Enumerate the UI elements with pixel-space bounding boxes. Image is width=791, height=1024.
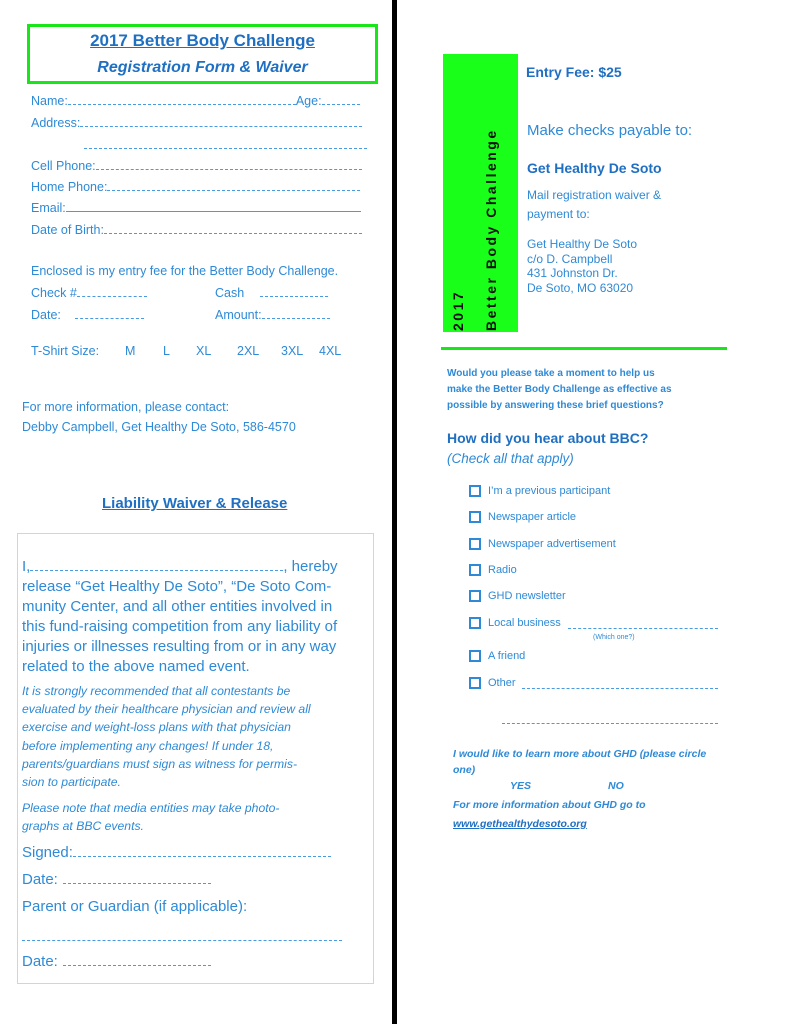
checkbox-icon[interactable] <box>469 617 481 629</box>
parent-label: Parent or Guardian (if applicable): <box>22 898 248 915</box>
survey-intro-line: Would you please take a moment to help us <box>447 368 655 379</box>
tshirt-size-option[interactable]: 4XL <box>319 344 342 358</box>
dob-field[interactable] <box>31 223 362 237</box>
cell-phone-field[interactable] <box>31 159 362 173</box>
release-text-line: injuries or illnesses resulting from or in any way <box>22 638 337 655</box>
payable-to-label: Make checks payable to: <box>527 122 693 139</box>
checkbox-icon[interactable] <box>469 590 481 602</box>
option-label: Newspaper article <box>488 511 577 523</box>
checkbox-icon[interactable] <box>469 511 481 523</box>
tshirt-size-option[interactable]: 3XL <box>281 344 304 358</box>
release-text-line: this fund-raising competition from any liability of <box>22 618 338 635</box>
checkbox-icon[interactable] <box>469 677 481 689</box>
form-title: 2017 Better Body Challenge <box>90 31 315 50</box>
dob-label: Date of Birth: <box>31 223 104 237</box>
media-text-line: Please note that media entities may take photo- <box>22 801 280 815</box>
checkbox-icon[interactable] <box>469 564 481 576</box>
recommend-text-line: sion to participate. <box>22 775 121 789</box>
date-field[interactable] <box>31 308 144 322</box>
address-line: De Soto, MO 63020 <box>527 280 634 295</box>
age-label: Age: <box>295 94 322 108</box>
parent-signature-line[interactable] <box>22 931 342 941</box>
recommend-text-line: before implementing any changes! If under 18, <box>22 739 274 753</box>
enclosed-text: Enclosed is my entry fee for the Better Body Challenge. <box>31 264 339 278</box>
address-line: c/o D. Campbell <box>527 251 613 266</box>
option-label: Other <box>488 677 516 689</box>
entry-fee: Entry Fee: $25 <box>526 64 622 80</box>
sidebar-year: 2017 <box>450 289 466 331</box>
no-option[interactable]: NO <box>608 780 624 792</box>
survey-instruction: (Check all that apply) <box>447 451 574 466</box>
release-text-line: munity Center, and all other entities involved in <box>22 598 333 615</box>
tshirt-label: T-Shirt Size: <box>31 344 100 358</box>
home-phone-field[interactable] <box>31 180 360 194</box>
media-text-line: graphs at BBC events. <box>22 819 144 833</box>
checkbox-icon[interactable] <box>469 485 481 497</box>
mail-instruction-line-1: Mail registration waiver & <box>527 188 662 202</box>
option-label: Local business <box>488 617 561 629</box>
survey-intro-line: make the Better Body Challenge as effective as <box>447 384 672 395</box>
signed-label: Signed: <box>22 844 73 861</box>
learn-more <box>453 746 706 778</box>
option-label: Radio <box>488 564 517 576</box>
mail-instruction-line-2: payment to: <box>527 207 590 221</box>
email-label: Email: <box>31 201 66 215</box>
release-signature-line[interactable] <box>22 557 338 577</box>
recommend-text-line: It is strongly recommended that all contestants be <box>22 684 291 698</box>
contact-line-1: For more information, please contact: <box>22 400 230 414</box>
email-field[interactable] <box>31 201 361 215</box>
tshirt-size-option[interactable]: XL <box>196 344 212 358</box>
option-label: Newspaper advertisement <box>488 538 616 550</box>
website-link[interactable]: www.gethealthydesoto.org <box>453 818 587 830</box>
tshirt-size-option[interactable]: 2XL <box>237 344 260 358</box>
home-phone-label: Home Phone: <box>31 180 108 194</box>
checkbox-icon[interactable] <box>469 650 481 662</box>
amount-label: Amount: <box>215 308 262 322</box>
recommend-text-line: parents/guardians must sign as witness for permis- <box>22 757 298 771</box>
option-label: I’m a previous participant <box>488 485 611 497</box>
page-divider <box>392 0 397 1024</box>
survey-intro-line: possible by answering these brief questions? <box>447 400 664 411</box>
check-field[interactable] <box>31 286 147 300</box>
release-text-line: release “Get Healthy De Soto”, “De Soto Com- <box>22 578 332 595</box>
release-i: I, <box>22 558 31 575</box>
address-label: Address: <box>31 116 81 130</box>
cell-phone-label: Cell Phone: <box>31 159 96 173</box>
learn-more-line: one) <box>453 764 476 776</box>
option-label: GHD newsletter <box>488 590 566 602</box>
more-info-text: For more information about GHD go to <box>453 799 646 811</box>
name-field[interactable] <box>31 94 360 108</box>
release-hereby: , hereby <box>283 558 338 575</box>
mailing-address <box>527 237 637 295</box>
local-business-line[interactable] <box>568 617 718 629</box>
green-divider <box>441 347 727 350</box>
other-line[interactable] <box>522 677 718 689</box>
recommend-text-line: evaluated by their healthcare physician and review all <box>22 702 311 716</box>
signed-date-label: Date: <box>22 871 58 888</box>
cash-field[interactable] <box>215 286 328 300</box>
address-line: Get Healthy De Soto <box>527 237 638 251</box>
tshirt-size-option[interactable]: L <box>163 344 170 358</box>
waiver-heading: Liability Waiver & Release <box>102 495 288 512</box>
sidebar-title: Better Body Challenge <box>483 128 499 331</box>
checkbox-icon[interactable] <box>469 538 481 550</box>
date-label: Date: <box>31 308 61 322</box>
tshirt-size-option[interactable]: M <box>125 344 136 358</box>
check-label: Check # <box>31 286 77 300</box>
contact-line-2: Debby Campbell, Get Healthy De Soto, 586-4570 <box>22 420 296 434</box>
address-line-2[interactable] <box>84 139 367 149</box>
cash-label: Cash <box>215 286 245 300</box>
survey-intro <box>447 366 672 414</box>
option-label: A friend <box>488 650 526 662</box>
address-field[interactable] <box>31 116 362 130</box>
release-text-line: related to the above named event. <box>22 658 250 675</box>
sidebar-banner <box>443 54 518 332</box>
title-box <box>27 24 378 84</box>
other-line-2[interactable] <box>502 712 718 724</box>
learn-more-line: I would like to learn more about GHD (please circle <box>453 748 707 760</box>
signed-date-field[interactable] <box>22 870 211 890</box>
amount-field[interactable] <box>215 308 330 322</box>
survey-question: How did you hear about BBC? <box>447 430 649 446</box>
yes-option[interactable]: YES <box>510 780 532 792</box>
parent-date-label: Date: <box>22 953 58 970</box>
parent-date-field[interactable] <box>22 952 211 972</box>
signed-field[interactable] <box>22 843 331 863</box>
recommend-text-line: exercise and weight-loss plans with that physician <box>22 720 291 734</box>
address-line: 431 Johnston Dr. <box>527 266 618 280</box>
payee-name: Get Healthy De Soto <box>527 160 662 176</box>
form-subtitle: Registration Form & Waiver <box>97 59 308 76</box>
name-label: Name: <box>31 94 68 108</box>
which-one-hint: (Which one?) <box>593 634 635 641</box>
